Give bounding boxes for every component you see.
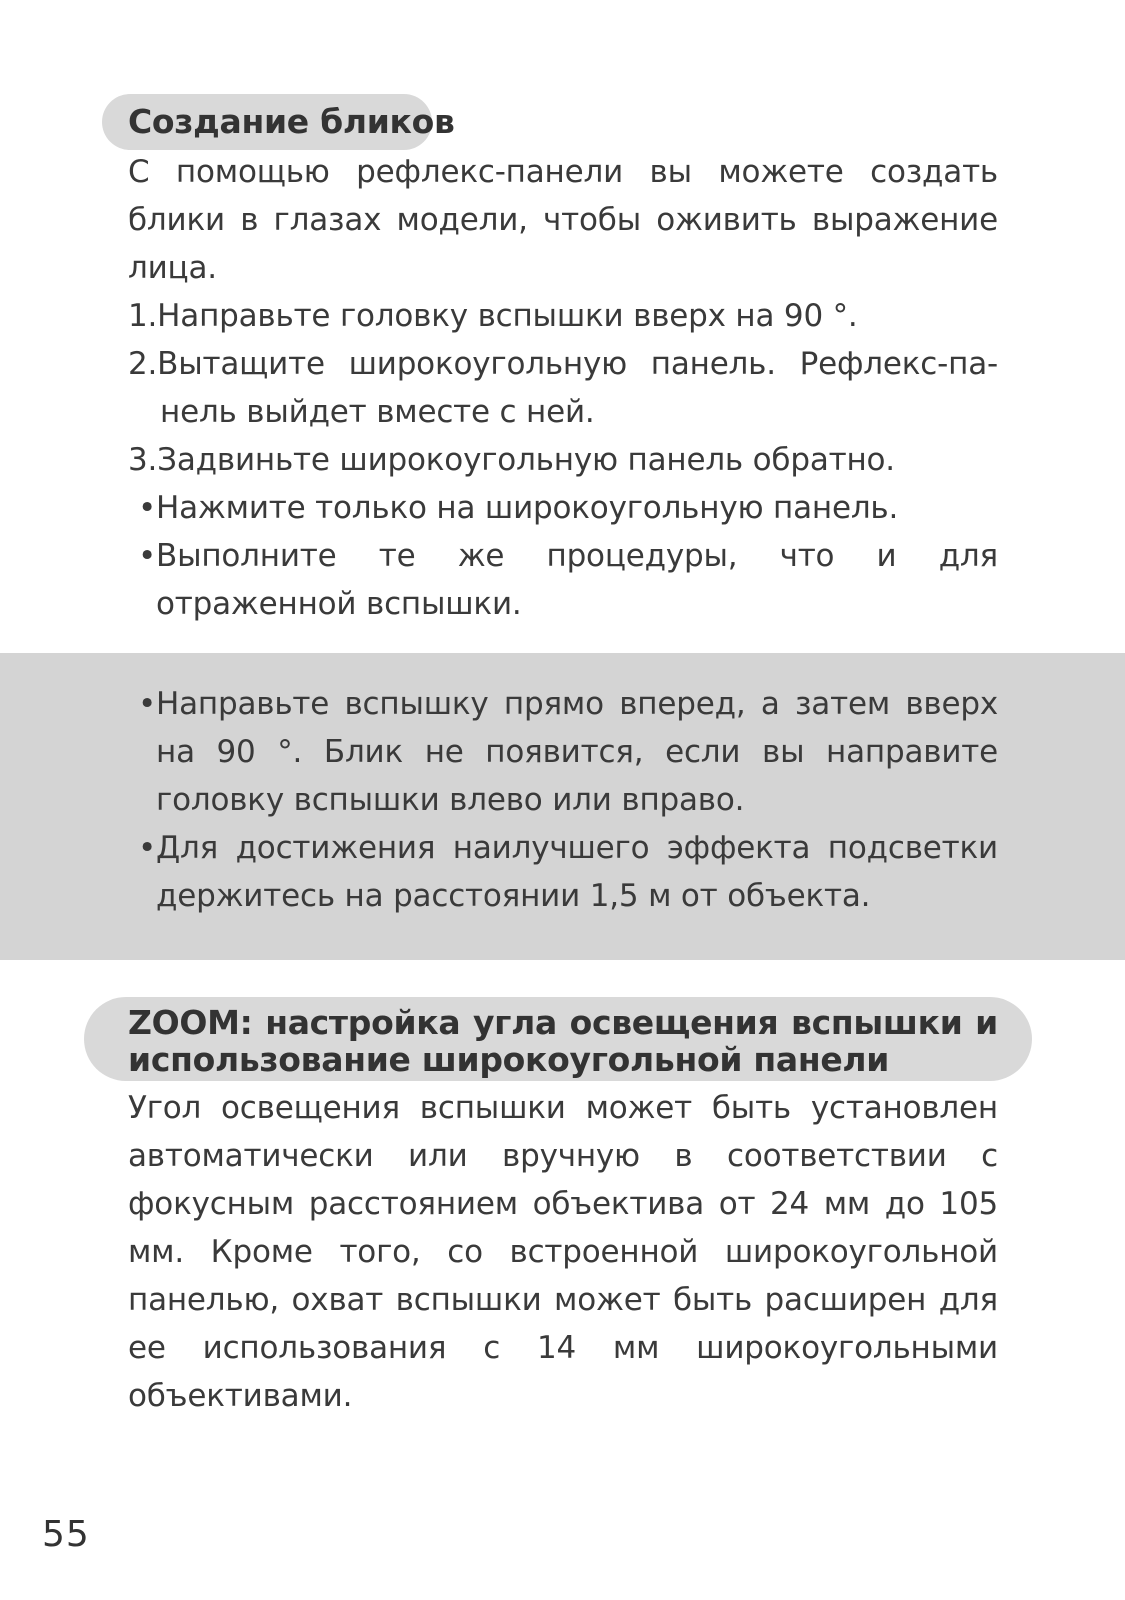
- bullet-text: Нажмите только на широкоугольную панель.: [156, 490, 899, 526]
- zoom-paragraph: Угол освещения вспышки может быть установлен автоматически или вручную в соответствии с фокусным расстоянием объектива от 24 мм до 105 мм. Кроме того, со встроенной широкоугольной панелью, охват вспышки может быть расширен для ее использования с 14 мм широкоугольными объективами.: [128, 1090, 998, 1414]
- page-number: 55: [42, 1514, 90, 1555]
- section-heading-line-2: использование широкоугольной панели: [128, 1040, 890, 1079]
- bullet-icon: •: [138, 538, 157, 574]
- section-heading: Создание бликов: [128, 102, 455, 141]
- section-heading-line-1: ZOOM: настройка угла освещения вспышки и: [128, 1003, 998, 1042]
- bullet-icon: •: [138, 686, 157, 722]
- intro-paragraph: С помощью рефлекс-панели вы можете создать блики в глазах модели, чтобы оживить выражение лица.: [128, 154, 998, 286]
- list-item: [138, 532, 998, 628]
- bullet-icon: •: [138, 490, 157, 526]
- note-item: [138, 824, 998, 920]
- step-1: 1.Направьте головку вспышки вверх на 90 °.: [128, 298, 858, 334]
- bullet-icon: •: [138, 830, 157, 866]
- note-text: Направьте вспышку прямо вперед, а затем вверх на 90 °. Блик не появится, если вы направите головку вспышки влево или вправо.: [156, 686, 998, 818]
- step-3: 3.Задвиньте широкоугольную панель обратно.: [128, 442, 895, 478]
- note-text: Для достижения наилучшего эффекта подсветки держитесь на расстоянии 1,5 м от объекта.: [156, 830, 998, 914]
- bullet-text: Выполните те же процедуры, что и для отраженной вспышки.: [156, 538, 998, 622]
- list-item: [138, 484, 998, 532]
- note-item: [138, 680, 998, 824]
- step-2: 2.Вытащите широкоугольную панель. Рефлекс-па-: [128, 346, 998, 382]
- step-2-continued: нель выйдет вместе с ней.: [160, 394, 595, 430]
